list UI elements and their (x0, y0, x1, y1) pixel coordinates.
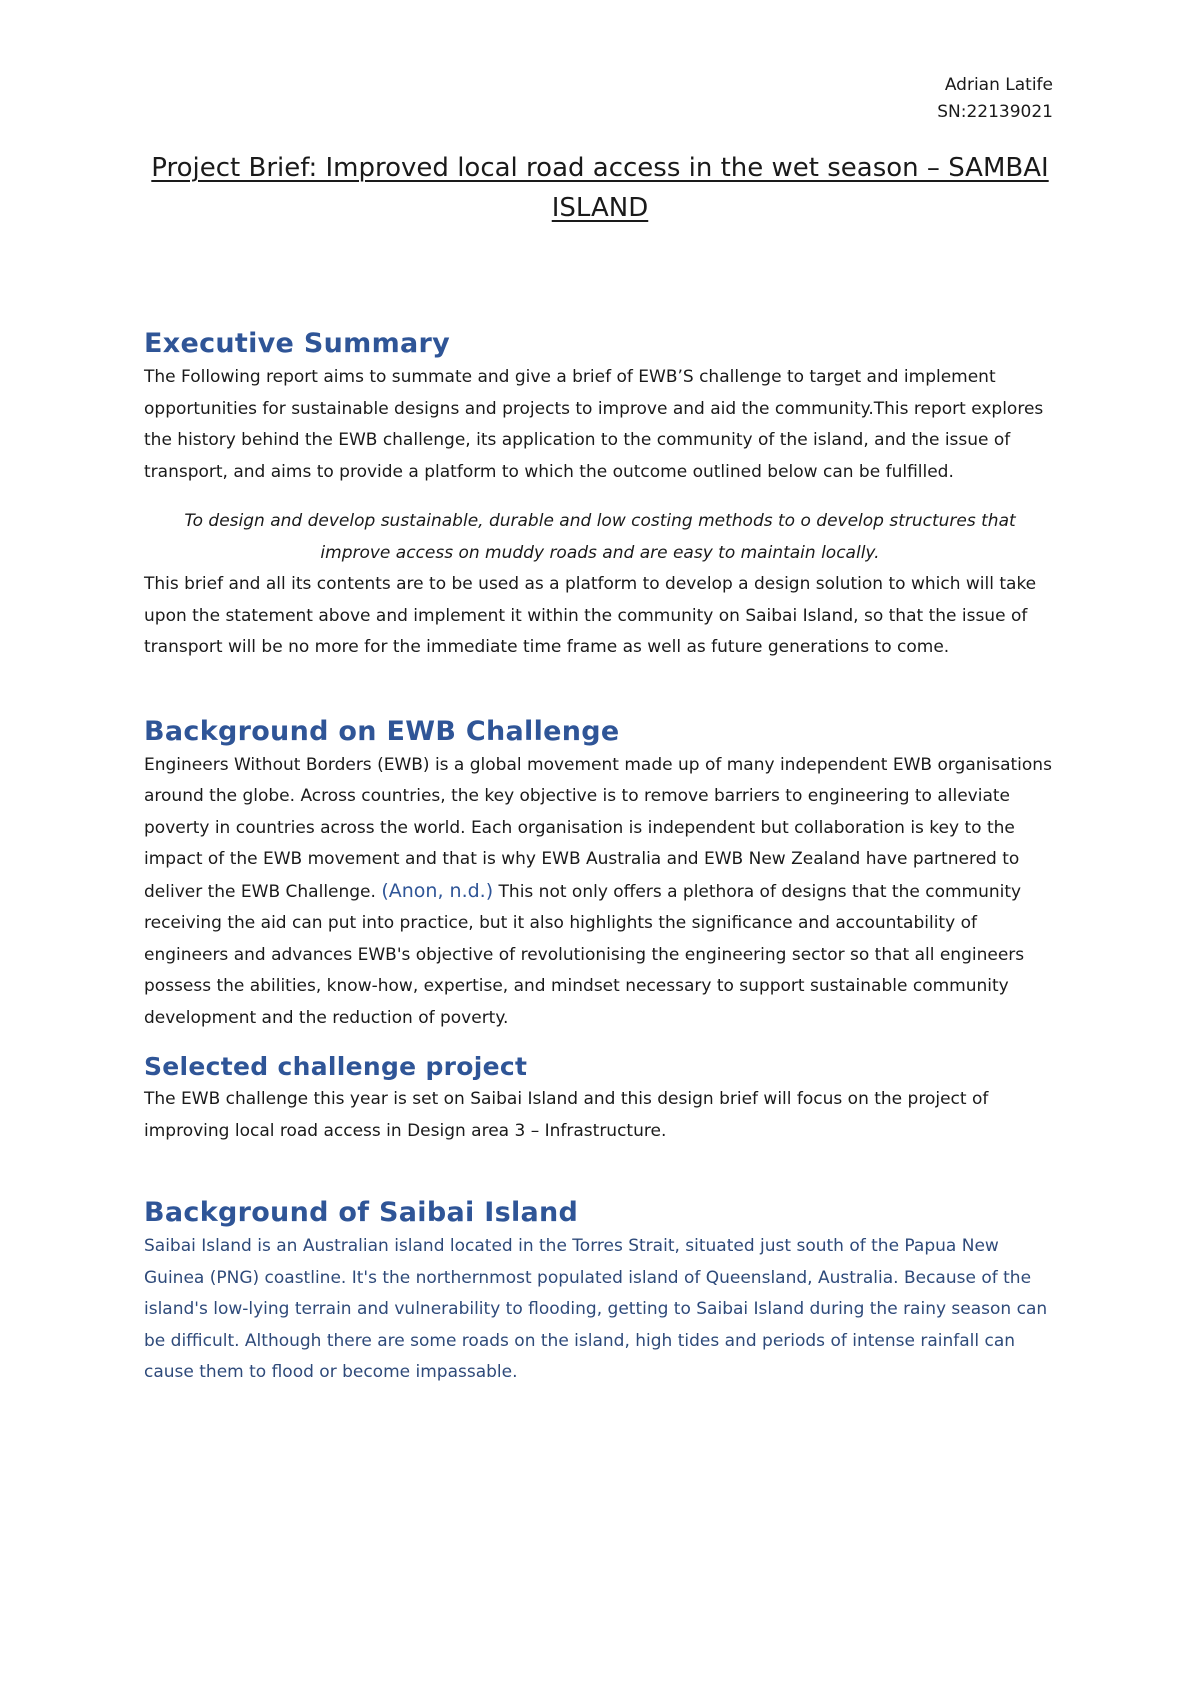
executive-summary-paragraph: The Following report aims to summate and give a brief of EWB’S challenge to target and implement opportunities for sustainable designs and projects to improve and aid the community.This report explores the history behind the EWB challenge, its application to the community of the island, and the issue of transport, and aims to provide a platform to which the outcome outlined below can be fulfilled. (144, 367, 1044, 482)
background-ewb-heading: Background on EWB Challenge (144, 715, 620, 747)
citation-anon: (Anon, n.d.) (381, 879, 494, 902)
executive-summary-section (144, 326, 1056, 664)
selected-project-heading: Selected challenge project (144, 1052, 528, 1081)
executive-summary-heading: Executive Summary (144, 328, 451, 359)
author-block (144, 72, 1053, 126)
background-ewb-text-end: This not only offers a plethora of designs that the community receiving the aid can put into practice, but it also highlights the significance and accountability of engineers and advances EWB's objective of revolutionising the engineering sector so that all engineers possess the abilities, know-how, expertise, and mindset necessary to support sustainable community development and the reduction of poverty. (144, 881, 1025, 1028)
background-saibai-section (144, 1195, 1056, 1389)
student-number: SN:22139021 (937, 102, 1053, 122)
selected-project-paragraph: The EWB challenge this year is set on Saibai Island and this design brief will focus on the project of improving local road access in Design area 3 – Infrastructure. (144, 1089, 989, 1141)
background-ewb-section (144, 714, 1056, 1035)
background-saibai-heading: Background of Saibai Island (144, 1197, 579, 1228)
author-name: Adrian Latife (944, 75, 1053, 95)
brief-usage-paragraph: This brief and all its contents are to be used as a platform to develop a design solution to which will take upon the statement above and implement it within the community on Saibai Island, so that the issue of transport will be no more for the immediate time frame as well as future generations to come. (144, 574, 1037, 657)
background-ewb-text-start: Engineers Without Borders (EWB) is a global movement made up of many independent EWB organisations around the globe. Across countries, the key objective is to remove barriers to engineering to alleviate poverty in countries across the world. Each organisation is independent but collaboration is key to the impact of the EWB movement and that is why EWB Australia and EWB New Zealand have partnered to deliver the EWB Challenge. (144, 754, 1052, 902)
background-saibai-paragraph: Saibai Island is an Australian island located in the Torres Strait, situated just south of the Papua New Guinea (PNG) coastline. It's the northernmost populated island of Queensland, Australia. Because of the island's low-lying terrain and vulnerability to flooding, getting to Saibai Island during the rainy season can be difficult. Although there are some roads on the island, high tides and periods of intense rainfall can cause them to flood or become impassable. (144, 1236, 1048, 1382)
background-ewb-paragraph (144, 750, 1056, 1035)
outcome-statement-quote: To design and develop sustainable, durable and low costing methods to o develop structures that improve access on muddy roads and are easy to maintain locally. (184, 511, 1016, 563)
document-title: Project Brief: Improved local road access in the wet season – SAMBAI ISLAND (151, 153, 1049, 223)
selected-project-section (144, 1050, 1056, 1147)
